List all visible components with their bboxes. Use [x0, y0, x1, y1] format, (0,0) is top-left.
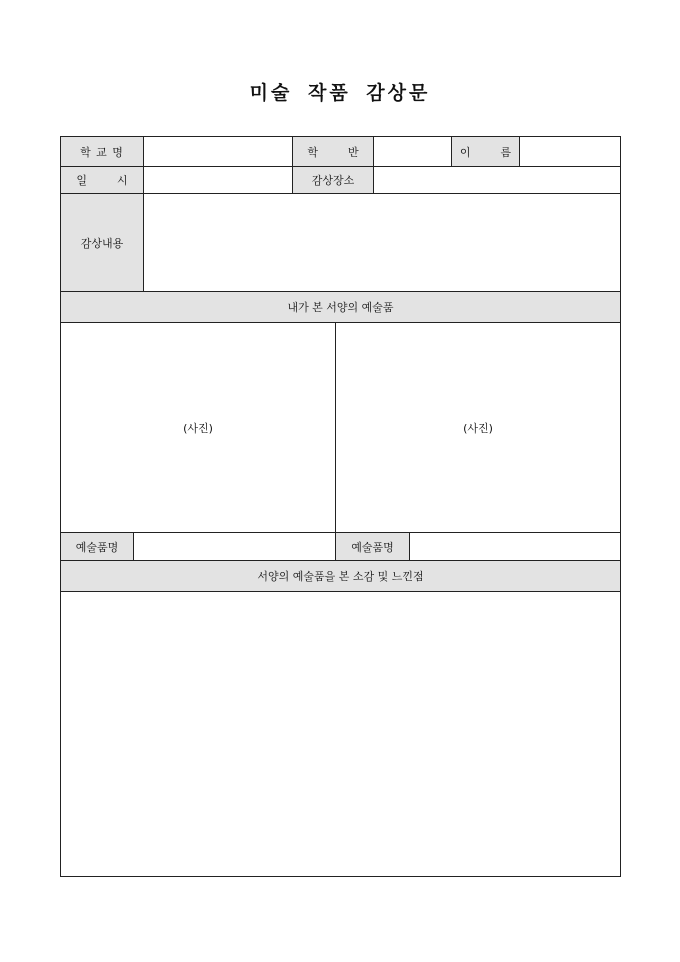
name-label [451, 137, 519, 166]
reflection-field[interactable] [61, 591, 620, 876]
school-name-field[interactable] [143, 137, 292, 166]
appreciation-form [60, 136, 621, 877]
content-label-text: 감상내용 [80, 236, 124, 250]
school-name-label [61, 137, 143, 166]
photo-placeholder-left: (사진) [183, 421, 213, 435]
reflection-section-header [61, 560, 620, 591]
reflection-section-header-text: 서양의 예술품을 본 소감 및 느낀점 [257, 570, 424, 583]
name-label-part-1: 이 [459, 145, 471, 159]
name-field[interactable] [519, 137, 620, 166]
date-label-part-1: 일 [76, 174, 87, 187]
date-field[interactable] [143, 166, 292, 193]
venue-field[interactable] [373, 166, 620, 193]
venue-label [292, 166, 373, 193]
page-title: 미술 작품 감상문 [249, 82, 431, 104]
venue-label-text: 감상장소 [311, 174, 355, 187]
name-label-part-2: 름 [500, 145, 512, 159]
class-label [292, 137, 373, 166]
artwork-name-field-left[interactable] [133, 532, 335, 560]
content-field[interactable] [143, 193, 620, 291]
date-label [61, 166, 143, 193]
class-field[interactable] [373, 137, 451, 166]
date-label-part-2: 시 [117, 174, 128, 187]
artwork-name-label-right-text: 예술품명 [351, 540, 394, 554]
class-label-part-1: 학 [307, 145, 318, 159]
content-label [61, 193, 143, 291]
photo-box-left[interactable] [61, 322, 335, 532]
artwork-name-label-left [61, 532, 133, 560]
artwork-name-label-right [335, 532, 409, 560]
artwork-name-field-right[interactable] [409, 532, 620, 560]
artwork-name-label-left-text: 예술품명 [75, 540, 119, 554]
school-name-label-text: 학 교 명 [80, 145, 124, 159]
artworks-section-header [61, 291, 620, 322]
artworks-section-header-text: 내가 본 서양의 예술품 [287, 301, 394, 314]
photo-box-right[interactable] [335, 322, 620, 532]
class-label-part-2: 반 [348, 145, 359, 159]
photo-placeholder-right: (사진) [463, 421, 493, 435]
